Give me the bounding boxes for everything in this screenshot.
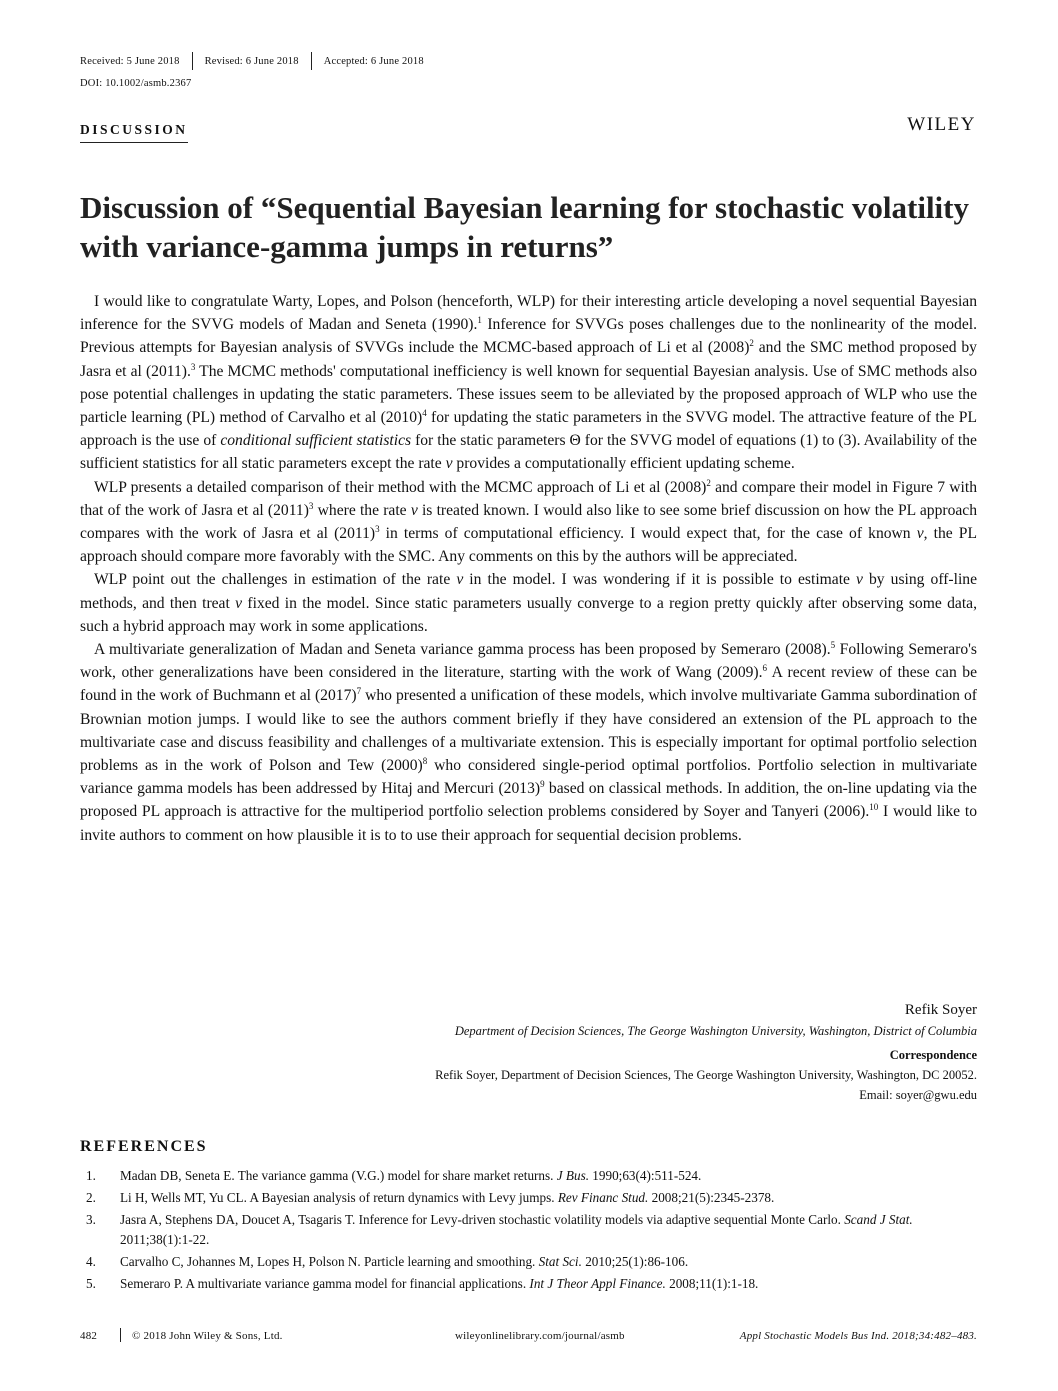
text: and compare their model in Figure 7 with that of the work of Jasra et al (2011) [80, 478, 978, 519]
text: I would like to invite authors to comment on how plausible it is to to use their approach for sequential decision problems. [80, 803, 977, 844]
text: The MCMC methods' computational inefficiency is well known for sequential Bayesian analysis. Use of SMC methods also pose potential challenges in updating the static parameters. These issues seem to be alleviated by the proposed approach of WLP who use the particle learning (PL) method of Carvalho et al (2010) [80, 362, 977, 427]
symbol-nu: ν [410, 501, 418, 519]
citation-link[interactable]: 3 [308, 500, 314, 511]
symbol-nu: ν [456, 571, 464, 589]
citation-link[interactable]: 9 [540, 779, 545, 790]
journal: Rev Financ Stud. [557, 1190, 649, 1205]
reference-number: 3. [86, 1212, 96, 1227]
author-email[interactable]: Email: soyer@gwu.edu [859, 1088, 977, 1102]
divider [311, 52, 312, 70]
text: based on classical methods. In addition, the on-line updating via the proposed PL approach is attractive for the multiperiod portfolio selection problems considered by Soyer and Tanyeri (2006). [80, 780, 977, 821]
author-affiliation: Department of Decision Sciences, The George Washington University, Washington, District of Columbia [454, 1024, 977, 1038]
text: A recent review of these can be found in the work of Buchmann et al (2017) [80, 664, 977, 705]
reference-text [120, 1274, 977, 1294]
text: for updating the static parameters in the SVVG model. The attractive feature of the PL approach is the use of [80, 409, 977, 450]
text: is treated known. I would also like to see some brief discussion on how the PL approach compares with the work of Jasra et al (2011) [80, 501, 977, 543]
citation-link[interactable]: 10 [869, 802, 879, 813]
reference-text [120, 1188, 977, 1208]
text: 2010;25(1):86-106. [581, 1254, 689, 1269]
section-label: DISCUSSION [80, 122, 188, 143]
text: where the rate [313, 501, 411, 519]
divider [120, 1328, 121, 1342]
text: I would like to congratulate Warty, Lopes, and Polson (henceforth, WLP) for their interesting article developing a novel sequential Bayesian inference for the SVVG models of Madan and Seneta (1990). [80, 293, 977, 334]
text: who considered single-period optimal portfolios. Portfolio selection in multivariate variance gamma models has been addressed by Hitaj and Mercuri (2013) [80, 757, 977, 798]
text: Carvalho C, Johannes M, Lopes H, Polson N. Particle learning and smoothing. [120, 1254, 539, 1269]
reference-text [120, 1252, 977, 1272]
paragraph [80, 290, 977, 476]
reference-number: 4. [86, 1254, 96, 1269]
text: Semeraro P. A multivariate variance gamma model for financial applications. [120, 1276, 530, 1291]
copyright: © 2018 John Wiley & Sons, Ltd. [132, 1330, 283, 1342]
reference-item[interactable] [80, 1210, 977, 1250]
text: Jasra A, Stephens DA, Doucet A, Tsagaris T. Inference for Levy-driven stochastic volatility models via adaptive sequential Monte Carlo. [120, 1212, 845, 1227]
publisher-logo: WILEY [907, 114, 976, 135]
journal-url[interactable]: wileyonlinelibrary.com/journal/asmb [455, 1330, 625, 1342]
references-list [80, 1166, 977, 1296]
reference-number: 2. [86, 1190, 96, 1205]
citation-link[interactable]: 1 [477, 315, 482, 326]
text: fixed in the model. Since static parameters usually converge to a region pretty quickly after observing some data, such a hybrid approach may work in some applications. [80, 594, 977, 635]
reference-number: 1. [86, 1168, 96, 1183]
citation-link[interactable]: 3 [190, 361, 196, 372]
reference-item[interactable] [80, 1166, 977, 1186]
references-heading: REFERENCES [80, 1138, 208, 1155]
divider [192, 52, 193, 70]
text: 2008;21(5):2345-2378. [648, 1190, 775, 1205]
reference-number: 5. [86, 1276, 96, 1291]
doi[interactable]: DOI: 10.1002/asmb.2367 [80, 78, 192, 89]
page-number: 482 [80, 1330, 98, 1342]
text: A multivariate generalization of Madan and Seneta variance gamma process has been proposed by Semeraro (2008). [94, 641, 831, 659]
correspondence-address: Refik Soyer, Department of Decision Sciences, The George Washington University, Washington, DC 20052. [435, 1068, 977, 1082]
text: 2008;11(1):1-18. [665, 1276, 759, 1291]
text: for the static parameters Θ for the SVVG model of equations (1) to (3). Availability of the sufficient statistics for all static parameters except the rate [80, 432, 977, 473]
journal: J Bus. [556, 1168, 589, 1183]
text: and the SMC method proposed by Jasra et al (2011). [80, 339, 977, 380]
text: WLP presents a detailed comparison of their method with the MCMC approach of Li et al (2008) [94, 478, 707, 496]
text: Li H, Wells MT, Yu CL. A Bayesian analysis of return dynamics with Levy jumps. [120, 1190, 558, 1205]
text: 2011;38(1):1-22. [120, 1232, 210, 1247]
text: who presented a unification of these models, which involve multivariate Gamma subordination of Brownian motion jumps. I would like to see the authors comment briefly if they have considered an extension of the PL approach to the multivariate case and discuss feasibility and challenges of a multivariate extension. This is especially important for optimal portfolio selection problems as in the work of Polson and Tew (2000) [80, 687, 977, 775]
journal: Int J Theor Appl Finance. [529, 1276, 666, 1291]
citation-link[interactable]: 6 [762, 663, 767, 674]
citation-link[interactable]: 7 [356, 686, 362, 697]
paragraph [80, 476, 977, 569]
emphasis: conditional sufficient statistics [220, 432, 412, 450]
reference-item[interactable] [80, 1274, 977, 1294]
citation-link[interactable]: 3 [375, 523, 380, 534]
citation-link[interactable]: 5 [830, 639, 836, 650]
citation-link[interactable]: 2 [749, 338, 754, 349]
received-date: Received: 5 June 2018 [80, 55, 180, 67]
journal: Scand J Stat. [844, 1212, 913, 1227]
reference-item[interactable] [80, 1252, 977, 1272]
paragraph [80, 568, 977, 638]
symbol-nu: ν [856, 571, 863, 589]
citation-link[interactable]: 2 [706, 477, 711, 488]
symbol-nu: ν [916, 525, 924, 543]
text: Following Semeraro's work, other generalizations have been considered in the literature, starting with the work of Wang (2009). [80, 641, 977, 682]
reference-text [120, 1166, 977, 1186]
text: Madan DB, Seneta E. The variance gamma (V.G.) model for share market returns. [120, 1168, 557, 1183]
accepted-date: Accepted: 6 June 2018 [323, 55, 424, 67]
text: , the PL approach should compare more favorably with the SMC. Any comments on this by the authors will be appreciated. [80, 525, 977, 566]
article-title: Discussion of “Sequential Bayesian learning for stochastic volatility with variance-gamma jumps in returns” [80, 190, 969, 264]
text: in terms of computational efficiency. I would expect that, for the case of known [379, 525, 917, 543]
journal-citation: Appl Stochastic Models Bus Ind. 2018;34:482–483. [739, 1330, 977, 1342]
history-dates [80, 52, 424, 70]
reference-text [120, 1210, 977, 1250]
symbol-nu: ν [235, 594, 243, 612]
text: 1990;63(4):511-524. [589, 1168, 702, 1183]
text: Inference for SVVGs poses challenges due to the nonlinearity of the model. Previous attempts for Bayesian analysis of SVVGs include the MCMC-based approach of Li et al (2008) [80, 316, 977, 357]
text: WLP point out the challenges in estimation of the rate [94, 571, 457, 589]
correspondence-heading: Correspondence [889, 1048, 977, 1062]
citation-link[interactable]: 4 [422, 407, 427, 418]
paragraph [80, 638, 977, 847]
text: in the model. I was wondering if it is possible to estimate [463, 571, 857, 589]
journal: Stat Sci. [538, 1254, 582, 1269]
author-name: Refik Soyer [904, 1002, 977, 1018]
revised-date: Revised: 6 June 2018 [204, 55, 299, 67]
article-body [80, 290, 977, 847]
citation-link[interactable]: 8 [422, 755, 428, 766]
text: by using off-line methods, and then treat [80, 571, 978, 612]
reference-item[interactable] [80, 1188, 977, 1208]
symbol-nu: ν [445, 455, 453, 473]
text: provides a computationally efficient updating scheme. [452, 455, 795, 473]
